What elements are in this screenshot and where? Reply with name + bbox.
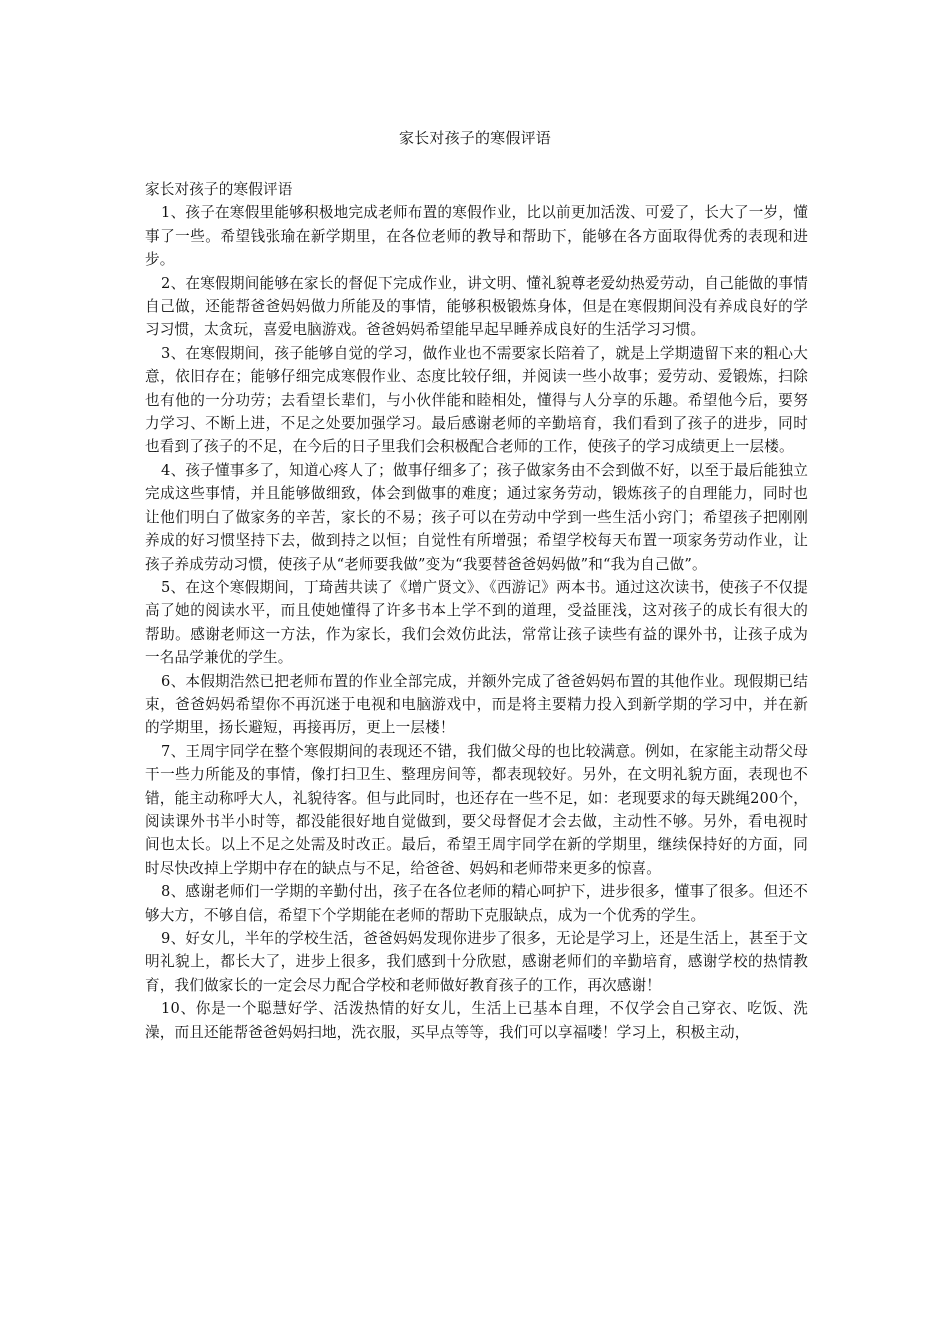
comment-paragraph-9: 9、好女儿，半年的学校生活，爸爸妈妈发现你进步了很多，无论是学习上，还是生活上，甚至于文明礼貌上，都长大了，进步上很多，我们感到十分欣慰，感谢老师们的辛勤培育，感谢学校的热情教育，我们做家长的一定会尽力配合学校和老师做好教育孩子的工作，再次感谢！ xyxy=(145,930,808,994)
comment-paragraph-4: 4、孩子懂事多了，知道心疼人了；做事仔细多了；孩子做家务由不会到做不好，以至于最后能独立完成这些事情，并且能够做细致，体会到做事的难度；通过家务劳动，锻炼孩子的自理能力，同时也让他们明白了做家务的辛苦，家长的不易；孩子可以在劳动中学到一些生活小窍门；希望孩子把刚刚养成的好习惯坚持下去，做到持之以恒；自觉性有所增强；希望学校每天布置一项家务劳动作业，让孩子养成劳动习惯，使孩子从“老师要我做”变为“我要替爸爸妈妈做”和“我为自己做”。 xyxy=(145,461,808,573)
document-subtitle: 家长对孩子的寒假评语 xyxy=(145,181,293,198)
comment-paragraph-3: 3、在寒假期间，孩子能够自觉的学习，做作业也不需要家长陪着了，就是上学期遗留下来的粗心大意，依旧存在；能够仔细完成寒假作业、态度比较仔细，并阅读一些小故事；爱劳动、爱锻炼，扫除也有他的一分功劳；去看望长辈们，与小伙伴能和睦相处，懂得与人分享的乐趣。希望他今后，要努力学习、不断上进，不足之处要加强学习。最后感谢老师的辛勤培育，我们看到了孩子的进步，同时也看到了孩子的不足，在今后的日子里我们会积极配合老师的工作，使孩子的学习成绩更上一层楼。 xyxy=(145,344,808,456)
comment-paragraph-7: 7、王周宇同学在整个寒假期间的表现还不错，我们做父母的也比较满意。例如，在家能主动帮父母干一些力所能及的事情，像打扫卫生、整理房间等，都表现较好。另外，在文明礼貌方面，表现也不错，能主动称呼大人，礼貌待客。但与此同时，也还存在一些不足，如：老现要求的每天跳绳200个，阅读课外书半小时等，都没能很好地自觉做到，要父母督促才会去做，主动性不够。另外，看电视时间也太长。以上不足之处需及时改正。最后，希望王周宇同学在新的学期里，继续保持好的方面，同时尽快改掉上学期中存在的缺点与不足，给爸爸、妈妈和老师带来更多的惊喜。 xyxy=(145,742,808,877)
document-title: 家长对孩子的寒假评语 xyxy=(398,129,551,147)
comment-paragraph-8: 8、感谢老师们一学期的辛勤付出，孩子在各位老师的精心呵护下，进步很多，懂事了很多。但还不够大方，不够自信，希望下个学期能在老师的帮助下克服缺点，成为一个优秀的学生。 xyxy=(145,883,808,924)
comment-paragraph-6: 6、本假期浩然已把老师布置的作业全部完成，并额外完成了爸爸妈妈布置的其他作业。现假期已结束，爸爸妈妈希望你不再沉迷于电视和电脑游戏中，而是将主要精力投入到新学期的学习中，并在新的学期里，扬长避短，再接再厉，更上一层楼！ xyxy=(145,672,808,737)
document-body xyxy=(145,178,808,1044)
comment-paragraph-5: 5、在这个寒假期间，丁琦茜共读了《增广贤文》、《西游记》两本书。通过这次读书，使孩子不仅提高了她的阅读水平，而且使她懂得了许多书本上学不到的道理，受益匪浅，这对孩子的成长有很大的帮助。感谢老师这一方法，作为家长，我们会效仿此法，常常让孩子读些有益的课外书，让孩子成为一名品学兼优的学生。 xyxy=(145,578,808,667)
comment-paragraph-2: 2、在寒假期间能够在家长的督促下完成作业，讲文明、懂礼貌尊老爱幼热爱劳动，自己能做的事情自己做，还能帮爸爸妈妈做力所能及的事情，能够积极锻炼身体，但是在寒假期间没有养成良好的学习习惯，太贪玩，喜爱电脑游戏。爸爸妈妈希望能早起早睡养成良好的生活学习习惯。 xyxy=(145,274,808,339)
comment-paragraph-1: 1、孩子在寒假里能够积极地完成老师布置的寒假作业，比以前更加活泼、可爱了，长大了一岁，懂事了一些。希望钱张瑜在新学期里，在各位老师的教导和帮助下，能够在各方面取得优秀的表现和进步。 xyxy=(145,204,808,269)
comment-paragraph-10: 10、你是一个聪慧好学、活泼热情的好女儿，生活上已基本自理，不仅学会自己穿衣、吃饭、洗澡，而且还能帮爸爸妈妈扫地，洗衣服，买早点等等，我们可以享福喽！学习上，积极主动， xyxy=(145,1000,808,1041)
